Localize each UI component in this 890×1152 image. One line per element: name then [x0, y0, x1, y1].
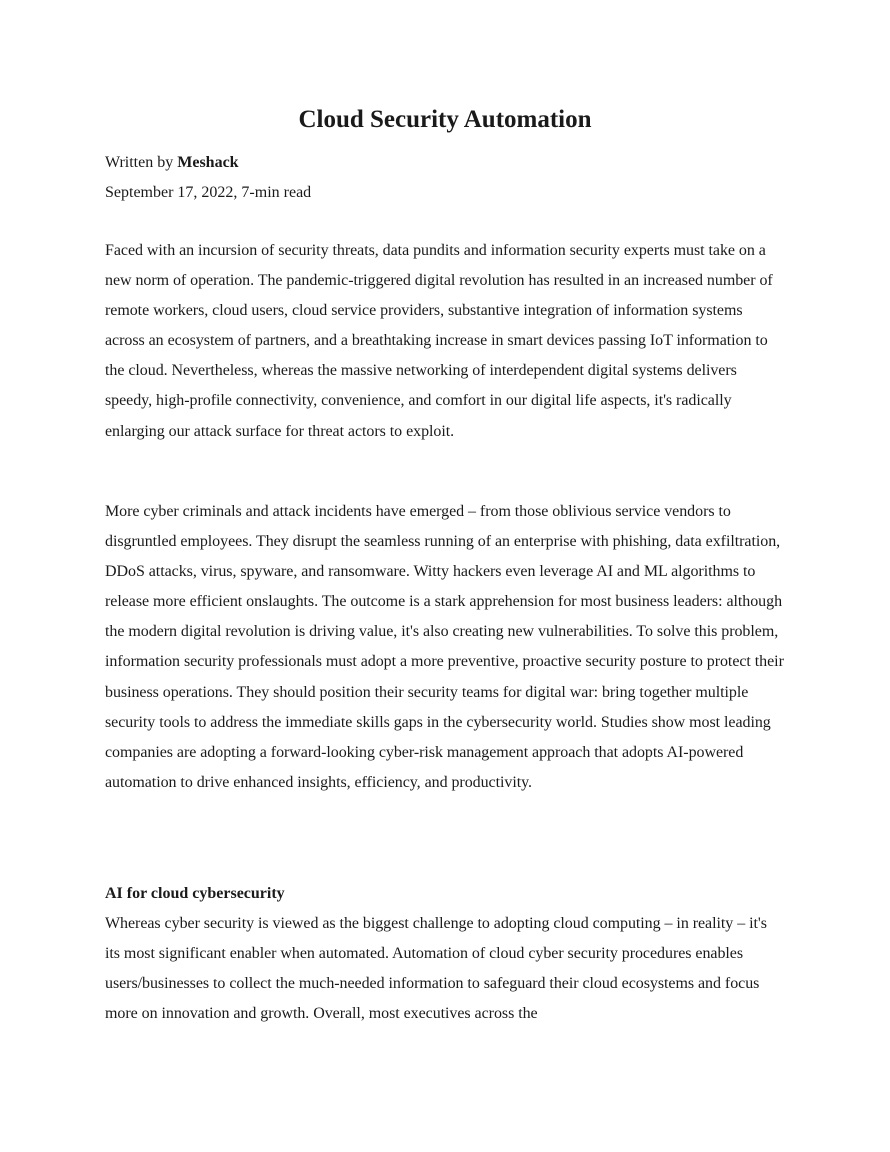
- article-title: Cloud Security Automation: [298, 106, 592, 133]
- section-paragraph: Whereas cyber security is viewed as the biggest challenge to adopting cloud computing – in reality – it's its most significant enabler when automated. Automation of cloud cyber security procedures enables users/businesses to collect the much-needed information to safeguard their cloud ecosystems and focus more on innovation and growth. Overall, most executives across the: [105, 915, 767, 1023]
- author-name: Meshack: [177, 154, 239, 171]
- byline: [105, 148, 239, 178]
- byline-prefix: Written by: [105, 154, 174, 171]
- paragraph-1: Faced with an incursion of security threats, data pundits and information security experts must take on a new norm of operation. The pandemic-triggered digital revolution has resulted in an increased number of remote workers, cloud users, cloud service providers, substantive integration of information systems across an ecosystem of partners, and a breathtaking increase in smart devices passing IoT information to the cloud. Nevertheless, whereas the massive networking of interdependent digital systems delivers speedy, high-profile connectivity, convenience, and comfort in our digital life aspects, it's radically enlarging our attack surface for threat actors to exploit.: [105, 242, 773, 440]
- publish-date: September 17, 2022, 7-min read: [105, 184, 312, 201]
- paragraph-2: More cyber criminals and attack incidents have emerged – from those oblivious service vendors to disgruntled employees. They disrupt the seamless running of an enterprise with phishing, data exfiltration, DDoS attacks, virus, spyware, and ransomware. Witty hackers even leverage AI and ML algorithms to release more efficient onslaughts. The outcome is a stark apprehension for most business leaders: although the modern digital revolution is driving value, it's also creating new vulnerabilities. To solve this problem, information security professionals must adopt a more preventive, proactive security posture to protect their business operations. They should position their security teams for digital war: bring together multiple security tools to address the immediate skills gaps in the cybersecurity world. Studies show most leading companies are adopting a forward-looking cyber-risk management approach that adopts AI-powered automation to drive enhanced insights, efficiency, and productivity.: [105, 503, 784, 791]
- section-heading: AI for cloud cybersecurity: [105, 885, 285, 902]
